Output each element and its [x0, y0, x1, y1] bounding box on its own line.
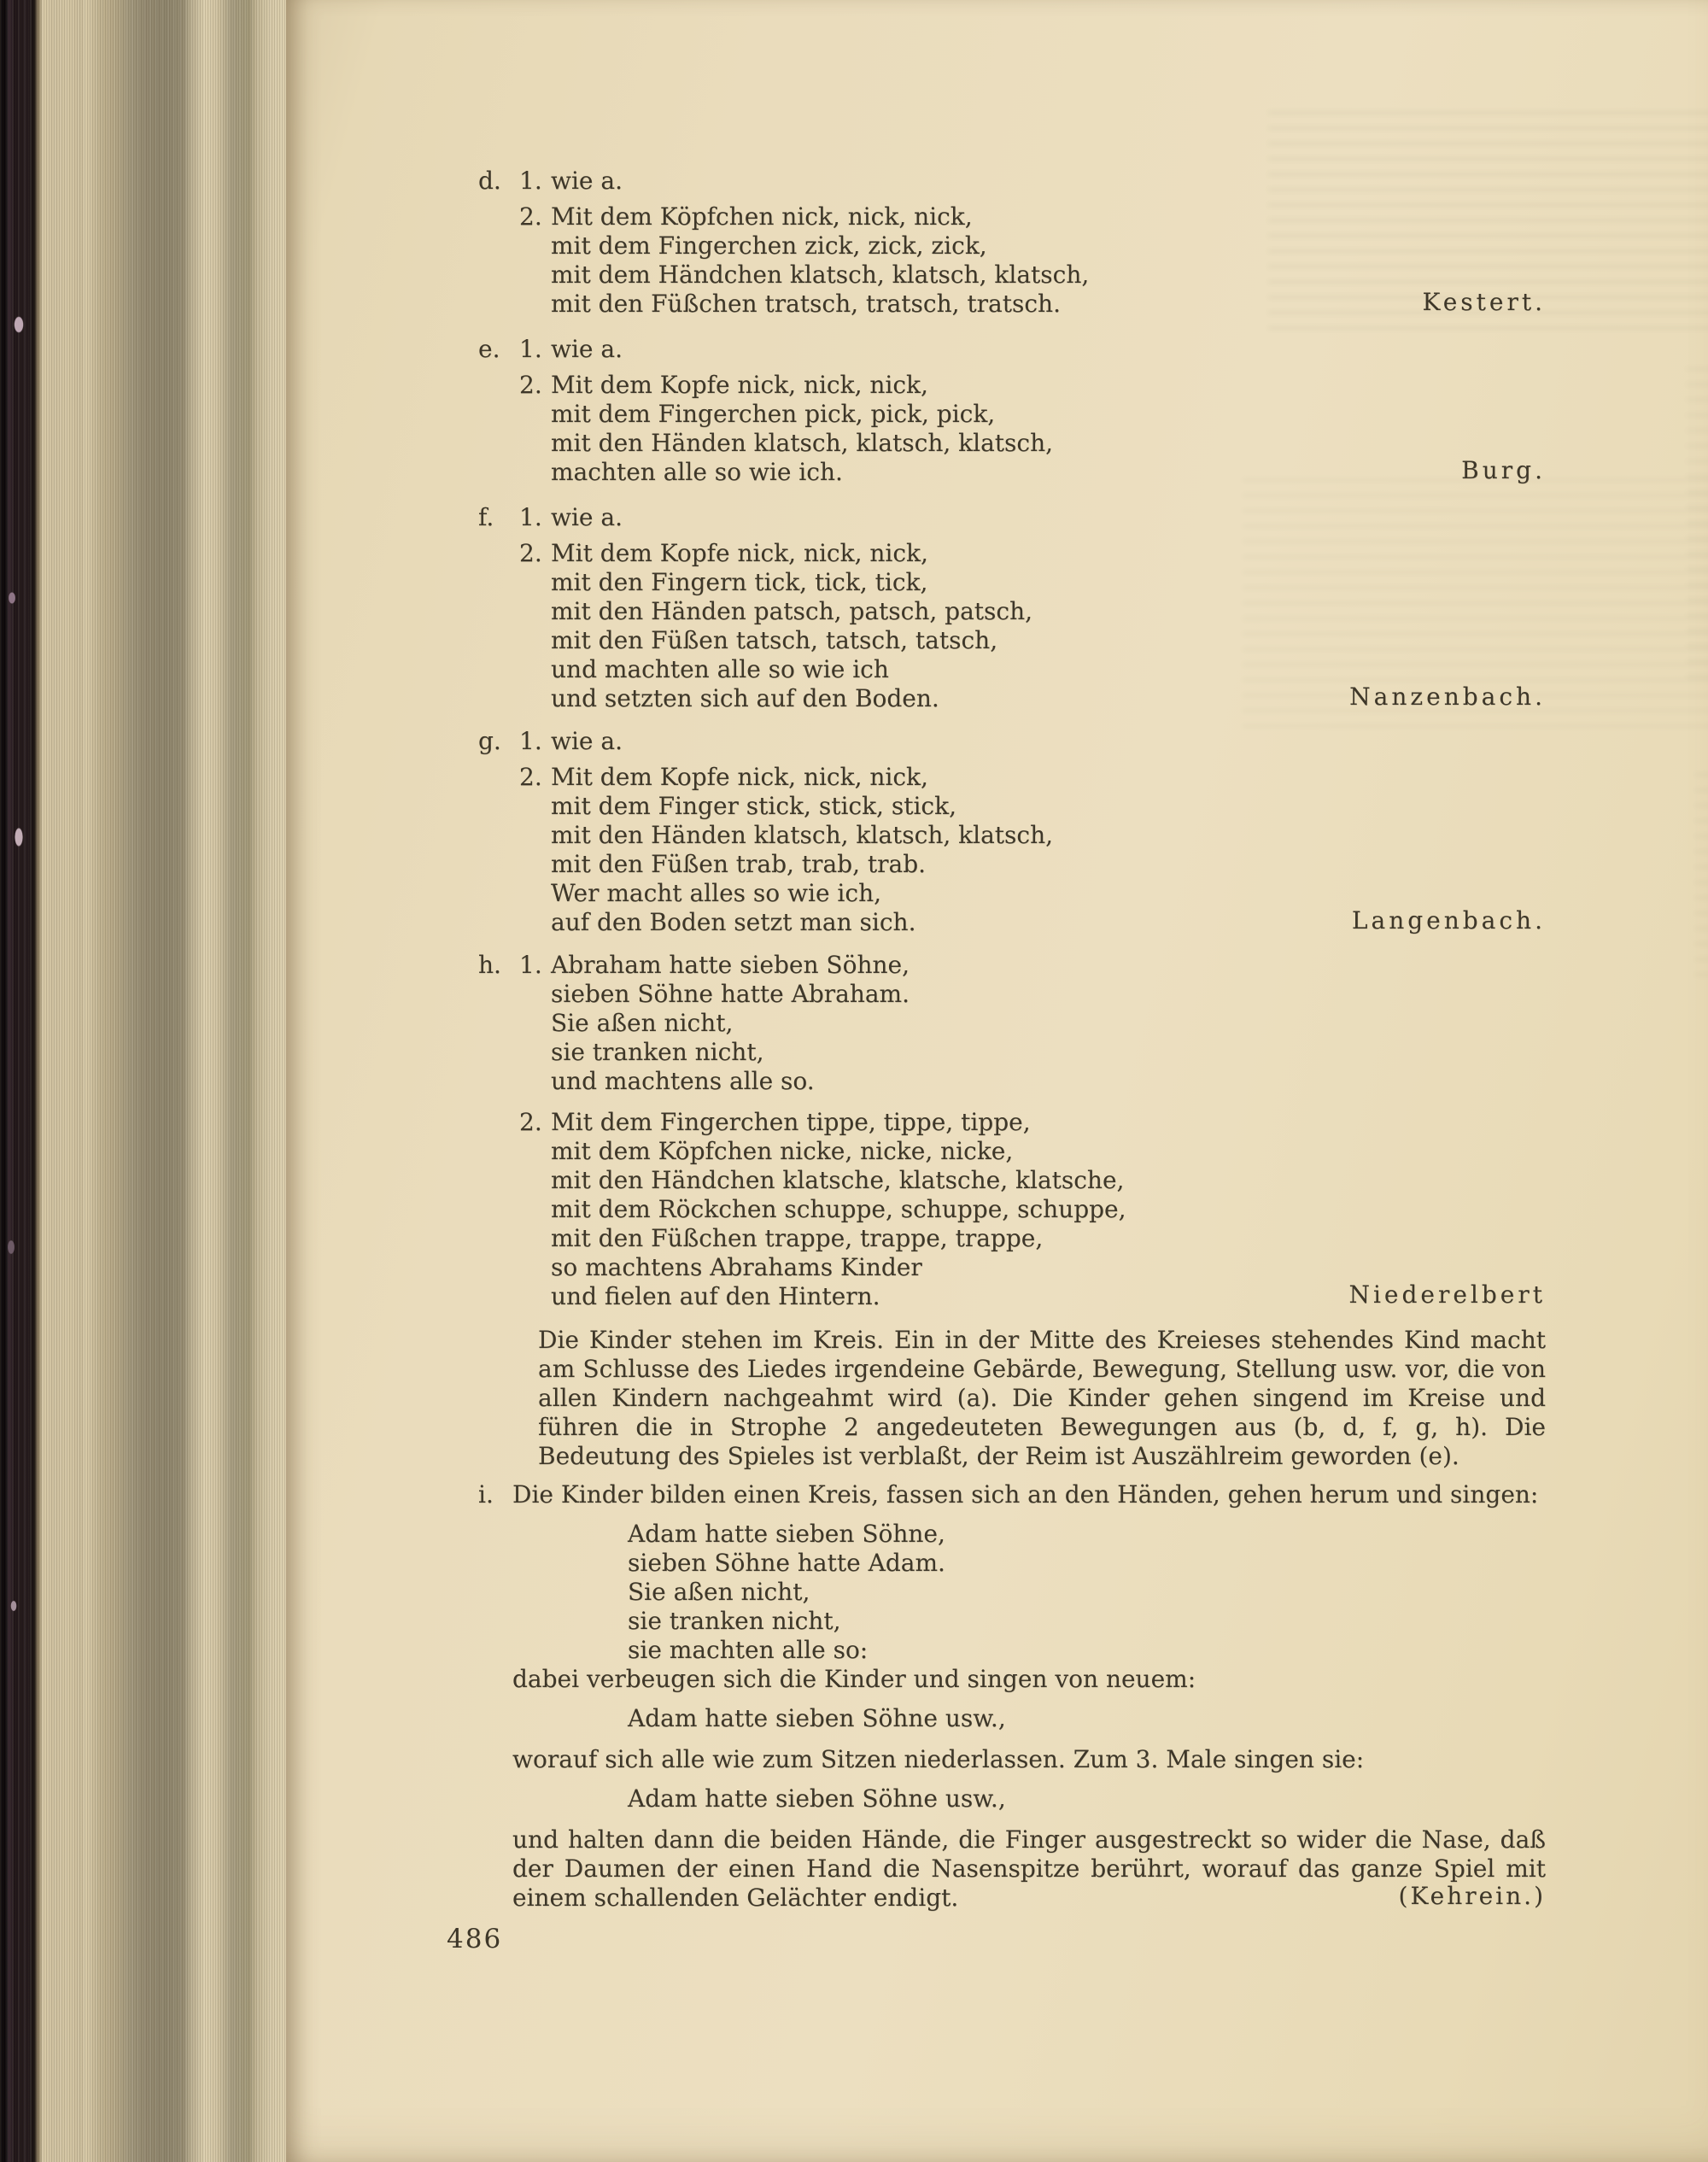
verse-line: mit den Händchen klatsche, klatsche, klatsche,	[551, 1166, 1125, 1194]
prose-line: dabei verbeugen sich die Kinder und singen von neuem:	[512, 1665, 1196, 1693]
stanza-head	[478, 1480, 1546, 1509]
verse-line: mit den Füßchen trappe, trappe, trappe,	[551, 1224, 1044, 1252]
verse-line: Sie aßen nicht,	[551, 1009, 734, 1037]
verse-block	[628, 1520, 1546, 1665]
stanza	[478, 980, 1546, 1096]
verse-line: mit den Füßchen tratsch, tratsch, tratsch.	[551, 290, 1061, 318]
stanza	[478, 202, 1546, 319]
verse-line: Adam hatte sieben Söhne usw.,	[628, 1704, 1006, 1732]
intro-text: Die Kinder bilden einen Kreis, fassen sich an den Händen, gehen herum und singen:	[512, 1480, 1539, 1509]
book-page-edges	[0, 0, 286, 2162]
stanza-head	[478, 727, 1546, 756]
stanza-number: 2.	[519, 371, 542, 399]
attribution: Langenbach.	[1351, 906, 1546, 935]
attribution: Niederelbert	[1348, 1280, 1546, 1309]
verse-line: Adam hatte sieben Söhne usw.,	[628, 1784, 1006, 1813]
verse-line: mit den Füßen trab, trab, trab.	[551, 850, 927, 878]
stanza-number: 1.	[519, 335, 542, 363]
attribution: (Kehrein.)	[1398, 1882, 1546, 1910]
verse-line: mit den Händen patsch, patsch, patsch,	[551, 597, 1033, 625]
prose-text: und halten dann die beiden Hände, die Finger ausgestreckt so wider die Nase, daß der Daumen der einen Hand die Nasenspitze berührt, worauf das ganze Spiel mit einem schallenden Gelächter endigt.	[512, 1825, 1546, 1912]
section-i	[478, 1480, 1546, 1913]
stanza-number: 1.	[519, 951, 542, 979]
stanza-number: 2.	[519, 1108, 542, 1136]
stanza-head	[478, 503, 1546, 532]
section-g	[478, 727, 1546, 937]
stanza-number: 2.	[519, 539, 542, 567]
section-label: i.	[478, 1480, 494, 1509]
verse-line: wie a.	[551, 167, 623, 195]
stanza	[478, 371, 1546, 487]
stanza-head	[478, 951, 1546, 980]
prose-line: worauf sich alle wie zum Sitzen niederlassen. Zum 3. Male singen sie:	[512, 1745, 1365, 1773]
verse-line: Adam hatte sieben Söhne,	[628, 1520, 945, 1548]
verse-line: sieben Söhne hatte Adam.	[628, 1549, 945, 1577]
stanza-head	[478, 167, 1546, 196]
verse-line: mit den Fingern tick, tick, tick,	[551, 568, 928, 596]
verse-line: und fielen auf den Hintern.	[551, 1282, 880, 1310]
verse-line: machten alle so wie ich.	[551, 458, 843, 486]
verse-line: sie machten alle so:	[628, 1636, 869, 1664]
verse-line: und machtens alle so.	[551, 1067, 815, 1095]
verse-line: sieben Söhne hatte Abraham.	[551, 980, 910, 1008]
verse-line: Mit dem Kopfe nick, nick, nick,	[551, 763, 928, 791]
stanza-number: 2.	[519, 202, 542, 231]
verse-line: mit den Händen klatsch, klatsch, klatsch,	[551, 821, 1054, 849]
verse-line: mit dem Köpfchen nicke, nicke, nicke,	[551, 1137, 1014, 1165]
stanza	[478, 763, 1546, 937]
stanza	[478, 1108, 1546, 1311]
verse-line: mit dem Finger stick, stick, stick,	[551, 792, 956, 820]
book-cover-marbling	[0, 0, 38, 2162]
note-paragraph: Die Kinder stehen im Kreis. Ein in der Mitte des Kreieses stehendes Kind macht am Schlusse des Liedes irgendeine Gebärde, Bewegung, Stellung usw. vor, die von allen Kindern nachgeahmt wird (a). Die Kinder gehen singend im Kreise und führen die in Strophe 2 angedeuteten Bewegungen aus (b, d, f, g, h). Die Bedeutung des Spieles ist verblaßt, der Reim ist Auszählreim geworden (e).	[538, 1326, 1546, 1470]
verse-line: Abraham hatte sieben Söhne,	[551, 951, 910, 979]
stanza-number: 1.	[519, 503, 542, 531]
verse-line: Wer macht alles so wie ich,	[551, 879, 881, 907]
verse-line: und setzten sich auf den Boden.	[551, 684, 939, 712]
section-label: e.	[478, 335, 500, 363]
stanza-head	[478, 335, 1546, 364]
section-label: h.	[478, 951, 501, 979]
verse-line: wie a.	[551, 503, 623, 531]
verse-line: mit den Füßen tatsch, tatsch, tatsch,	[551, 626, 998, 654]
verse-line: Mit dem Köpfchen nick, nick, nick,	[551, 202, 973, 231]
verse-line: wie a.	[551, 335, 623, 363]
section-e	[478, 335, 1546, 487]
verse-line: wie a.	[551, 727, 623, 755]
section-d	[478, 167, 1546, 319]
verse-line: mit dem Fingerchen pick, pick, pick,	[551, 400, 996, 428]
closing-paragraph	[478, 1825, 1546, 1913]
stanza-number: 1.	[519, 167, 542, 195]
stanza-number: 2.	[519, 763, 542, 791]
verse-line: mit dem Röckchen schuppe, schuppe, schuppe,	[551, 1195, 1126, 1223]
attribution: Kestert.	[1422, 288, 1546, 316]
bleed-through	[1695, 773, 1708, 987]
verse-line: sie tranken nicht,	[628, 1607, 841, 1635]
verse-line: so machtens Abrahams Kinder	[551, 1253, 922, 1281]
page-number: 486	[447, 1924, 503, 1954]
verse-line: mit den Händen klatsch, klatsch, klatsch,	[551, 429, 1054, 457]
section-label: f.	[478, 503, 494, 531]
verse-line: Sie aßen nicht,	[628, 1578, 810, 1606]
verse-line: sie tranken nicht,	[551, 1038, 764, 1066]
attribution: Burg.	[1461, 456, 1546, 484]
verse-line: und machten alle so wie ich	[551, 655, 889, 683]
verse-line: auf den Boden setzt man sich.	[551, 908, 916, 936]
section-label: d.	[478, 167, 501, 195]
verse-line: Mit dem Fingerchen tippe, tippe, tippe,	[551, 1108, 1031, 1136]
stanza	[478, 539, 1546, 713]
section-label: g.	[478, 727, 501, 755]
verse-line: Mit dem Kopfe nick, nick, nick,	[551, 539, 928, 567]
verse-line: mit dem Händchen klatsch, klatsch, klatsch,	[551, 261, 1090, 289]
section-f	[478, 503, 1546, 713]
section-h	[478, 951, 1546, 1311]
stanza-number: 1.	[519, 727, 542, 755]
verse-line: mit dem Fingerchen zick, zick, zick,	[551, 231, 987, 260]
attribution: Nanzenbach.	[1349, 683, 1546, 711]
verse-line: Mit dem Kopfe nick, nick, nick,	[551, 371, 928, 399]
